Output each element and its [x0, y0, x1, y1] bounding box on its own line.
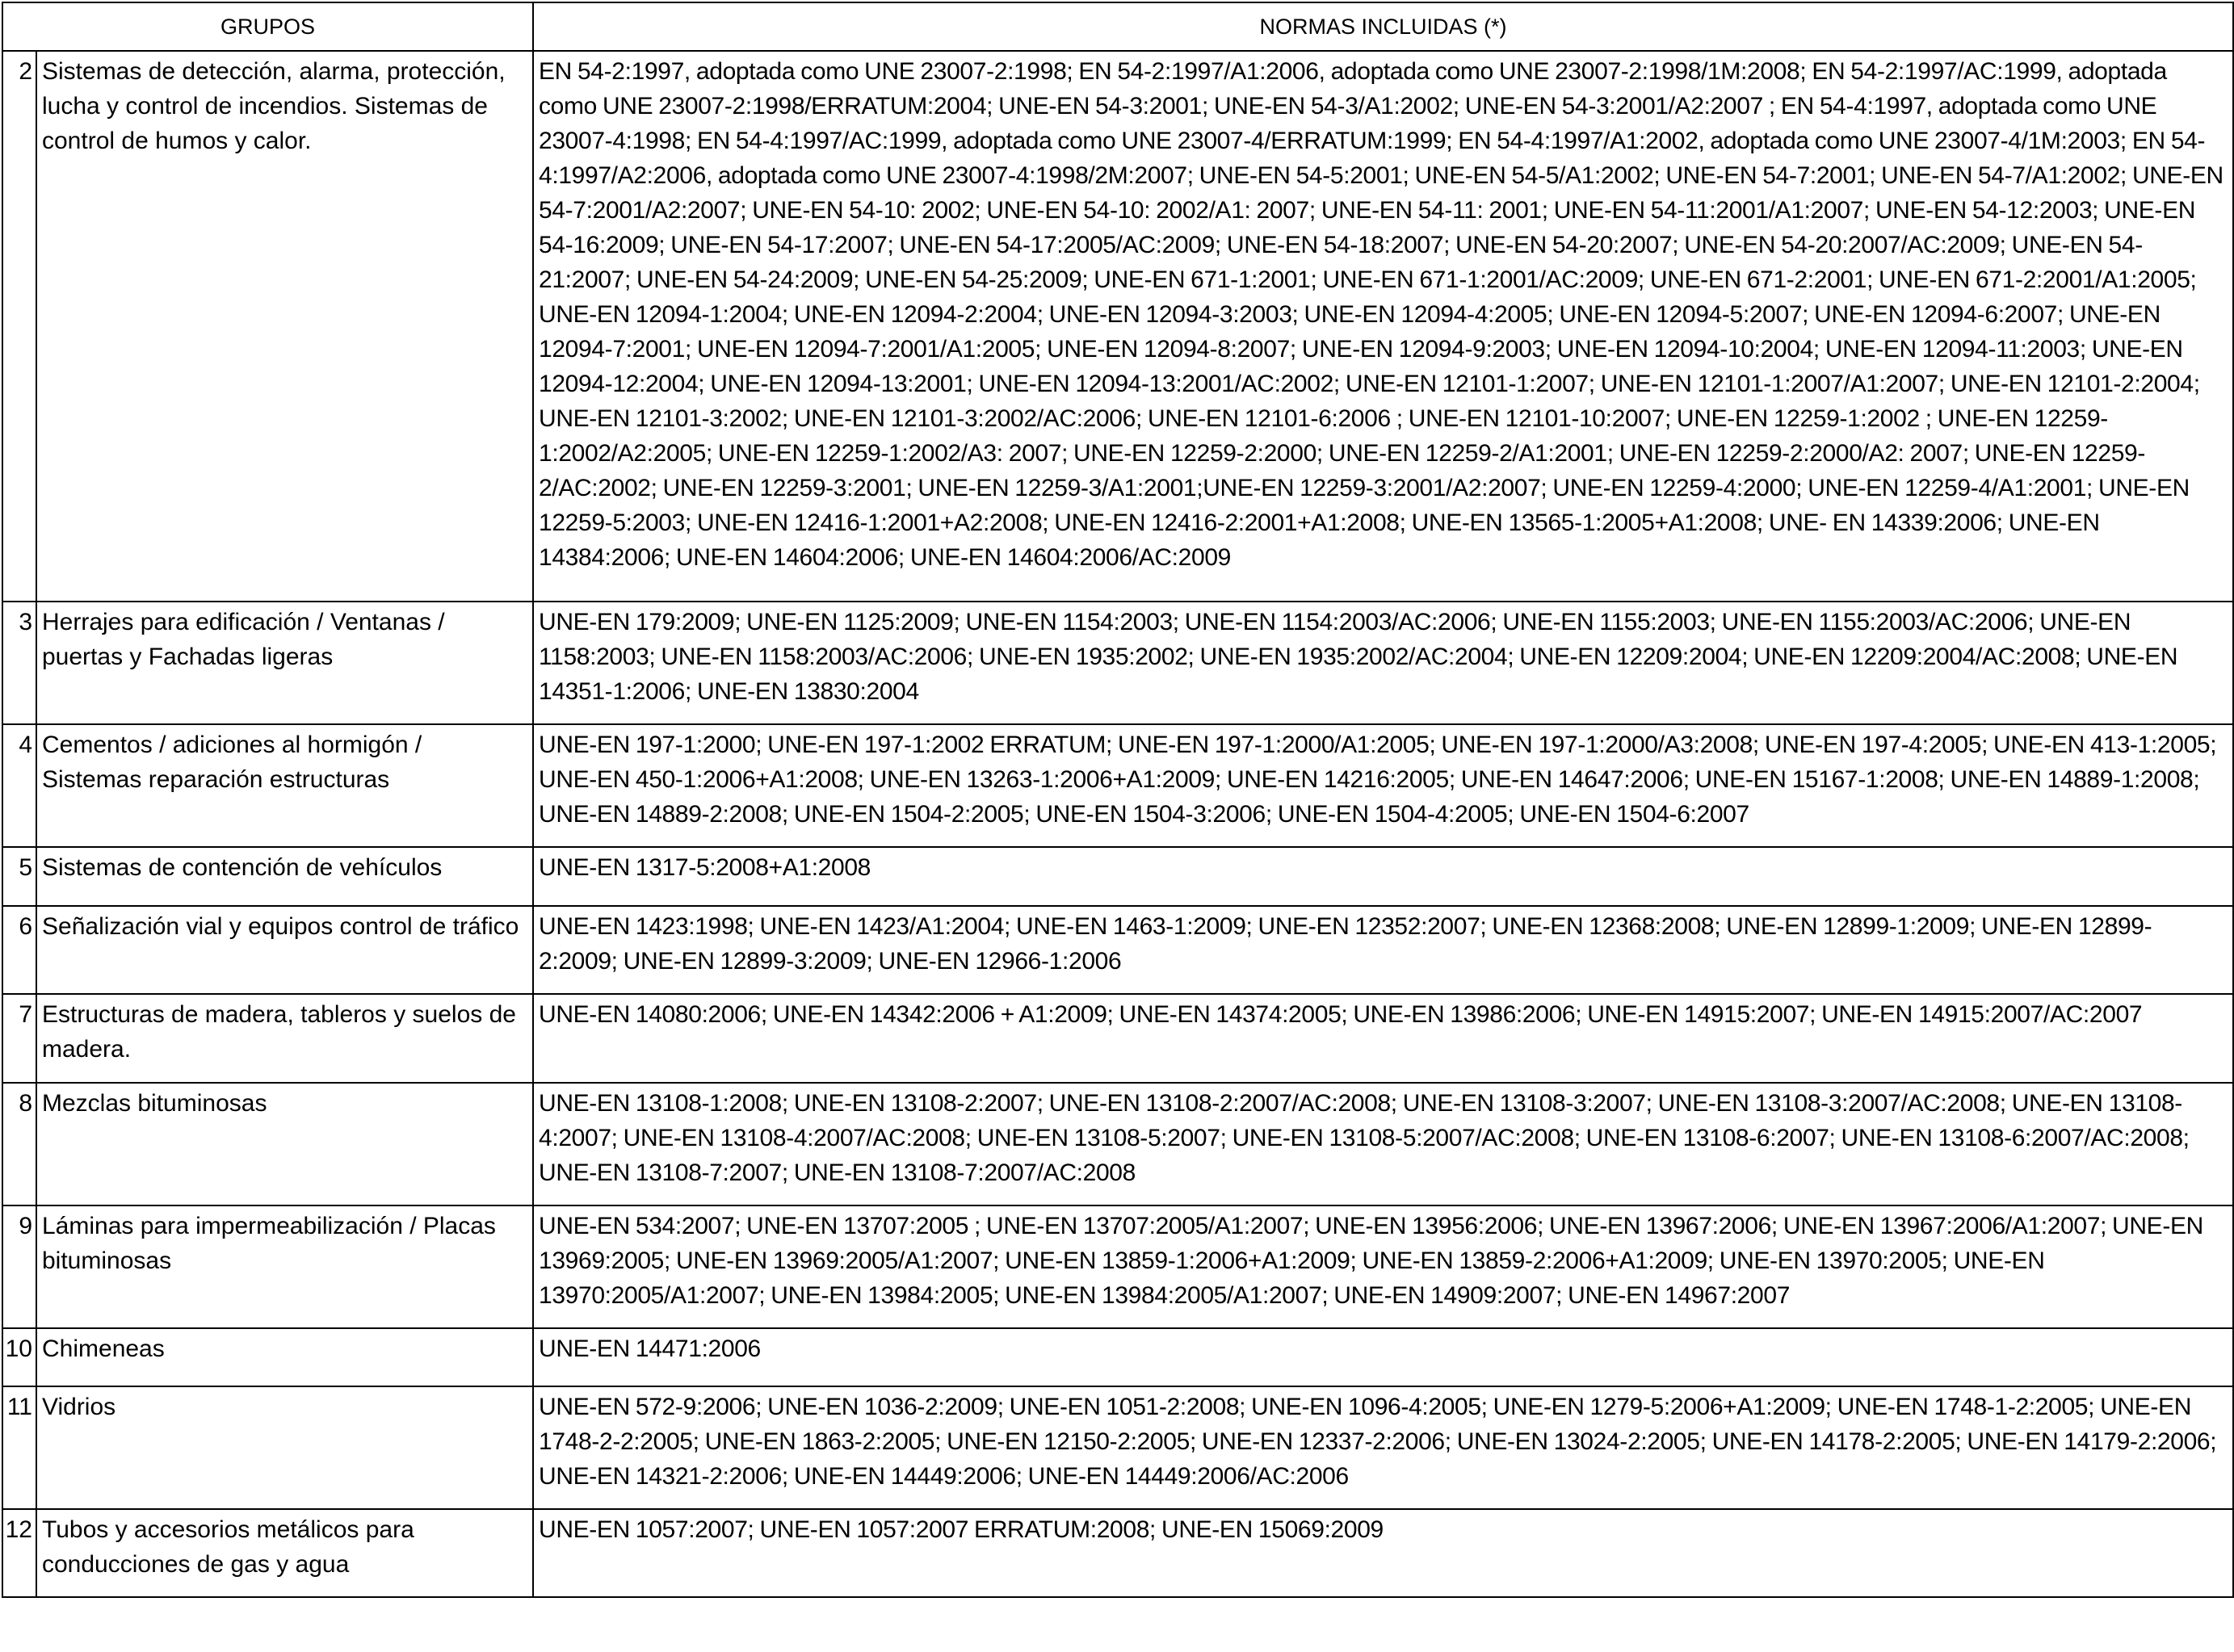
row-number: 2: [2, 51, 36, 602]
group-name: Sistemas de detección, alarma, protección, lucha y control de incendios. Sistemas de control de humos y calor.: [36, 51, 533, 602]
norms-list: UNE-EN 179:2009; UNE-EN 1125:2009; UNE-EN 1154:2003; UNE-EN 1154:2003/AC:2006; UNE-EN 1155:2003; UNE-EN 1155:2003/AC:2006; UNE-EN 1158:2003; UNE-EN 1158:2003/AC:2006; UNE-EN 1935:2002; UNE-EN 1935:2002/AC:2004; UNE-EN 12209:2004; UNE-EN 12209:2004/AC:2008; UNE-EN 14351-1:2006; UNE-EN 13830:2004: [533, 602, 2233, 724]
table-row: [2, 51, 2233, 602]
table-row: [2, 1328, 2233, 1386]
group-name: Cementos / adiciones al hormigón / Sistemas reparación estructuras: [36, 724, 533, 847]
row-number: 11: [2, 1386, 36, 1509]
row-number: 9: [2, 1205, 36, 1328]
norms-list: EN 54-2:1997, adoptada como UNE 23007-2:1998; EN 54-2:1997/A1:2006, adoptada como UNE 23007-2:1998/1M:2008; EN 54-2:1997/AC:1999, adoptada como UNE 23007-2:1998/ERRATUM:2004; UNE-EN 54-3:2001; UNE-EN 54-3/A1:2002; UNE-EN 54-3:2001/A2:2007 ; EN 54-4:1997, adoptada como UNE 23007-4:1998; EN 54-4:1997/AC:1999, adoptada como UNE 23007-4/ERRATUM:1999; EN 54-4:1997/A1:2002, adoptada como UNE 23007-4/1M:2003; EN 54-4:1997/A2:2006, adoptada como UNE 23007-4:1998/2M:2007; UNE-EN 54-5:2001; UNE-EN 54-5/A1:2002; UNE-EN 54-7:2001; UNE-EN 54-7/A1:2002; UNE-EN 54-7:2001/A2:2007; UNE-EN 54-10: 2002; UNE-EN 54-10: 2002/A1: 2007; UNE-EN 54-11: 2001; UNE-EN 54-11:2001/A1:2007; UNE-EN 54-12:2003; UNE-EN 54-16:2009; UNE-EN 54-17:2007; UNE-EN 54-17:2005/AC:2009; UNE-EN 54-18:2007; UNE-EN 54-20:2007; UNE-EN 54-20:2007/AC:2009; UNE-EN 54-21:2007; UNE-EN 54-24:2009; UNE-EN 54-25:2009; UNE-EN 671-1:2001; UNE-EN 671-1:2001/AC:2009; UNE-EN 671-2:2001; UNE-EN 671-2:2001/A1:2005; UNE-EN 12094-1:2004; UNE-EN 12094-2:2004; UNE-EN 12094-3:2003; UNE-EN 12094-4:2005; UNE-EN 12094-5:2007; UNE-EN 12094-6:2007; UNE-EN 12094-7:2001; UNE-EN 12094-7:2001/A1:2005; UNE-EN 12094-8:2007; UNE-EN 12094-9:2003; UNE-EN 12094-10:2004; UNE-EN 12094-11:2003; UNE-EN 12094-12:2004; UNE-EN 12094-13:2001; UNE-EN 12094-13:2001/AC:2002; UNE-EN 12101-1:2007; UNE-EN 12101-1:2007/A1:2007; UNE-EN 12101-2:2004; UNE-EN 12101-3:2002; UNE-EN 12101-3:2002/AC:2006; UNE-EN 12101-6:2006 ; UNE-EN 12101-10:2007; UNE-EN 12259-1:2002 ; UNE-EN 12259-1:2002/A2:2005; UNE-EN 12259-1:2002/A3: 2007; UNE-EN 12259-2:2000; UNE-EN 12259-2/A1:2001; UNE-EN 12259-2:2000/A2: 2007; UNE-EN 12259-2/AC:2002; UNE-EN 12259-3:2001; UNE-EN 12259-3/A1:2001;UNE-EN 12259-3:2001/A2:2007; UNE-EN 12259-4:2000; UNE-EN 12259-4/A1:2001; UNE-EN 12259-5:2003; UNE-EN 12416-1:2001+A2:2008; UNE-EN 12416-2:2001+A1:2008; UNE-EN 13565-1:2005+A1:2008; UNE- EN 14339:2006; UNE-EN 14384:2006; UNE-EN 14604:2006; UNE-EN 14604:2006/AC:2009: [533, 51, 2233, 602]
norms-list: UNE-EN 534:2007; UNE-EN 13707:2005 ; UNE-EN 13707:2005/A1:2007; UNE-EN 13956:2006; UNE-EN 13967:2006; UNE-EN 13967:2006/A1:2007; UNE-EN 13969:2005; UNE-EN 13969:2005/A1:2007; UNE-EN 13859-1:2006+A1:2009; UNE-EN 13859-2:2006+A1:2009; UNE-EN 13970:2005; UNE-EN 13970:2005/A1:2007; UNE-EN 13984:2005; UNE-EN 13984:2005/A1:2007; UNE-EN 14909:2007; UNE-EN 14967:2007: [533, 1205, 2233, 1328]
table-row: [2, 724, 2233, 847]
row-number: 5: [2, 847, 36, 906]
norms-list: UNE-EN 572-9:2006; UNE-EN 1036-2:2009; UNE-EN 1051-2:2008; UNE-EN 1096-4:2005; UNE-EN 1279-5:2006+A1:2009; UNE-EN 1748-1-2:2005; UNE-EN 1748-2-2:2005; UNE-EN 1863-2:2005; UNE-EN 12150-2:2005; UNE-EN 12337-2:2006; UNE-EN 13024-2:2005; UNE-EN 14178-2:2005; UNE-EN 14179-2:2006; UNE-EN 14321-2:2006; UNE-EN 14449:2006; UNE-EN 14449:2006/AC:2006: [533, 1386, 2233, 1509]
header-normas-incluidas: NORMAS INCLUIDAS (*): [533, 2, 2233, 51]
group-name: Chimeneas: [36, 1328, 533, 1386]
group-name: Vidrios: [36, 1386, 533, 1509]
group-name: Láminas para impermeabilización / Placas bituminosas: [36, 1205, 533, 1328]
row-number: 4: [2, 724, 36, 847]
table-row: [2, 602, 2233, 724]
table-row: [2, 994, 2233, 1083]
group-name: Sistemas de contención de vehículos: [36, 847, 533, 906]
norms-list: UNE-EN 197-1:2000; UNE-EN 197-1:2002 ERRATUM; UNE-EN 197-1:2000/A1:2005; UNE-EN 197-1:2000/A3:2008; UNE-EN 197-4:2005; UNE-EN 413-1:2005; UNE-EN 450-1:2006+A1:2008; UNE-EN 13263-1:2006+A1:2009; UNE-EN 14216:2005; UNE-EN 14647:2006; UNE-EN 15167-1:2008; UNE-EN 14889-1:2008; UNE-EN 14889-2:2008; UNE-EN 1504-2:2005; UNE-EN 1504-3:2006; UNE-EN 1504-4:2005; UNE-EN 1504-6:2007: [533, 724, 2233, 847]
row-number: 3: [2, 602, 36, 724]
header-row: [2, 2, 2233, 51]
row-number: 8: [2, 1083, 36, 1205]
norms-list: UNE-EN 1057:2007; UNE-EN 1057:2007 ERRATUM:2008; UNE-EN 15069:2009: [533, 1509, 2233, 1597]
normas-table: [2, 2, 2234, 1598]
table-row: [2, 1509, 2233, 1597]
table-row: [2, 1386, 2233, 1509]
norms-list: UNE-EN 1317-5:2008+A1:2008: [533, 847, 2233, 906]
row-number: 7: [2, 994, 36, 1083]
group-name: Señalización vial y equipos control de tráfico: [36, 906, 533, 994]
group-name: Mezclas bituminosas: [36, 1083, 533, 1205]
group-name: Herrajes para edificación / Ventanas / puertas y Fachadas ligeras: [36, 602, 533, 724]
table-row: [2, 1205, 2233, 1328]
table-row: [2, 1083, 2233, 1205]
norms-list: UNE-EN 1423:1998; UNE-EN 1423/A1:2004; UNE-EN 1463-1:2009; UNE-EN 12352:2007; UNE-EN 12368:2008; UNE-EN 12899-1:2009; UNE-EN 12899-2:2009; UNE-EN 12899-3:2009; UNE-EN 12966-1:2006: [533, 906, 2233, 994]
row-number: 10: [2, 1328, 36, 1386]
table-row: [2, 906, 2233, 994]
group-name: Estructuras de madera, tableros y suelos de madera.: [36, 994, 533, 1083]
table-row: [2, 847, 2233, 906]
norms-list: UNE-EN 13108-1:2008; UNE-EN 13108-2:2007; UNE-EN 13108-2:2007/AC:2008; UNE-EN 13108-3:2007; UNE-EN 13108-3:2007/AC:2008; UNE-EN 13108-4:2007; UNE-EN 13108-4:2007/AC:2008; UNE-EN 13108-5:2007; UNE-EN 13108-5:2007/AC:2008; UNE-EN 13108-6:2007; UNE-EN 13108-6:2007/AC:2008; UNE-EN 13108-7:2007; UNE-EN 13108-7:2007/AC:2008: [533, 1083, 2233, 1205]
row-number: 12: [2, 1509, 36, 1597]
norms-list: UNE-EN 14471:2006: [533, 1328, 2233, 1386]
row-number: 6: [2, 906, 36, 994]
norms-list: UNE-EN 14080:2006; UNE-EN 14342:2006 + A1:2009; UNE-EN 14374:2005; UNE-EN 13986:2006; UNE-EN 14915:2007; UNE-EN 14915:2007/AC:2007: [533, 994, 2233, 1083]
group-name: Tubos y accesorios metálicos para conducciones de gas y agua: [36, 1509, 533, 1597]
header-grupos: GRUPOS: [2, 2, 533, 51]
